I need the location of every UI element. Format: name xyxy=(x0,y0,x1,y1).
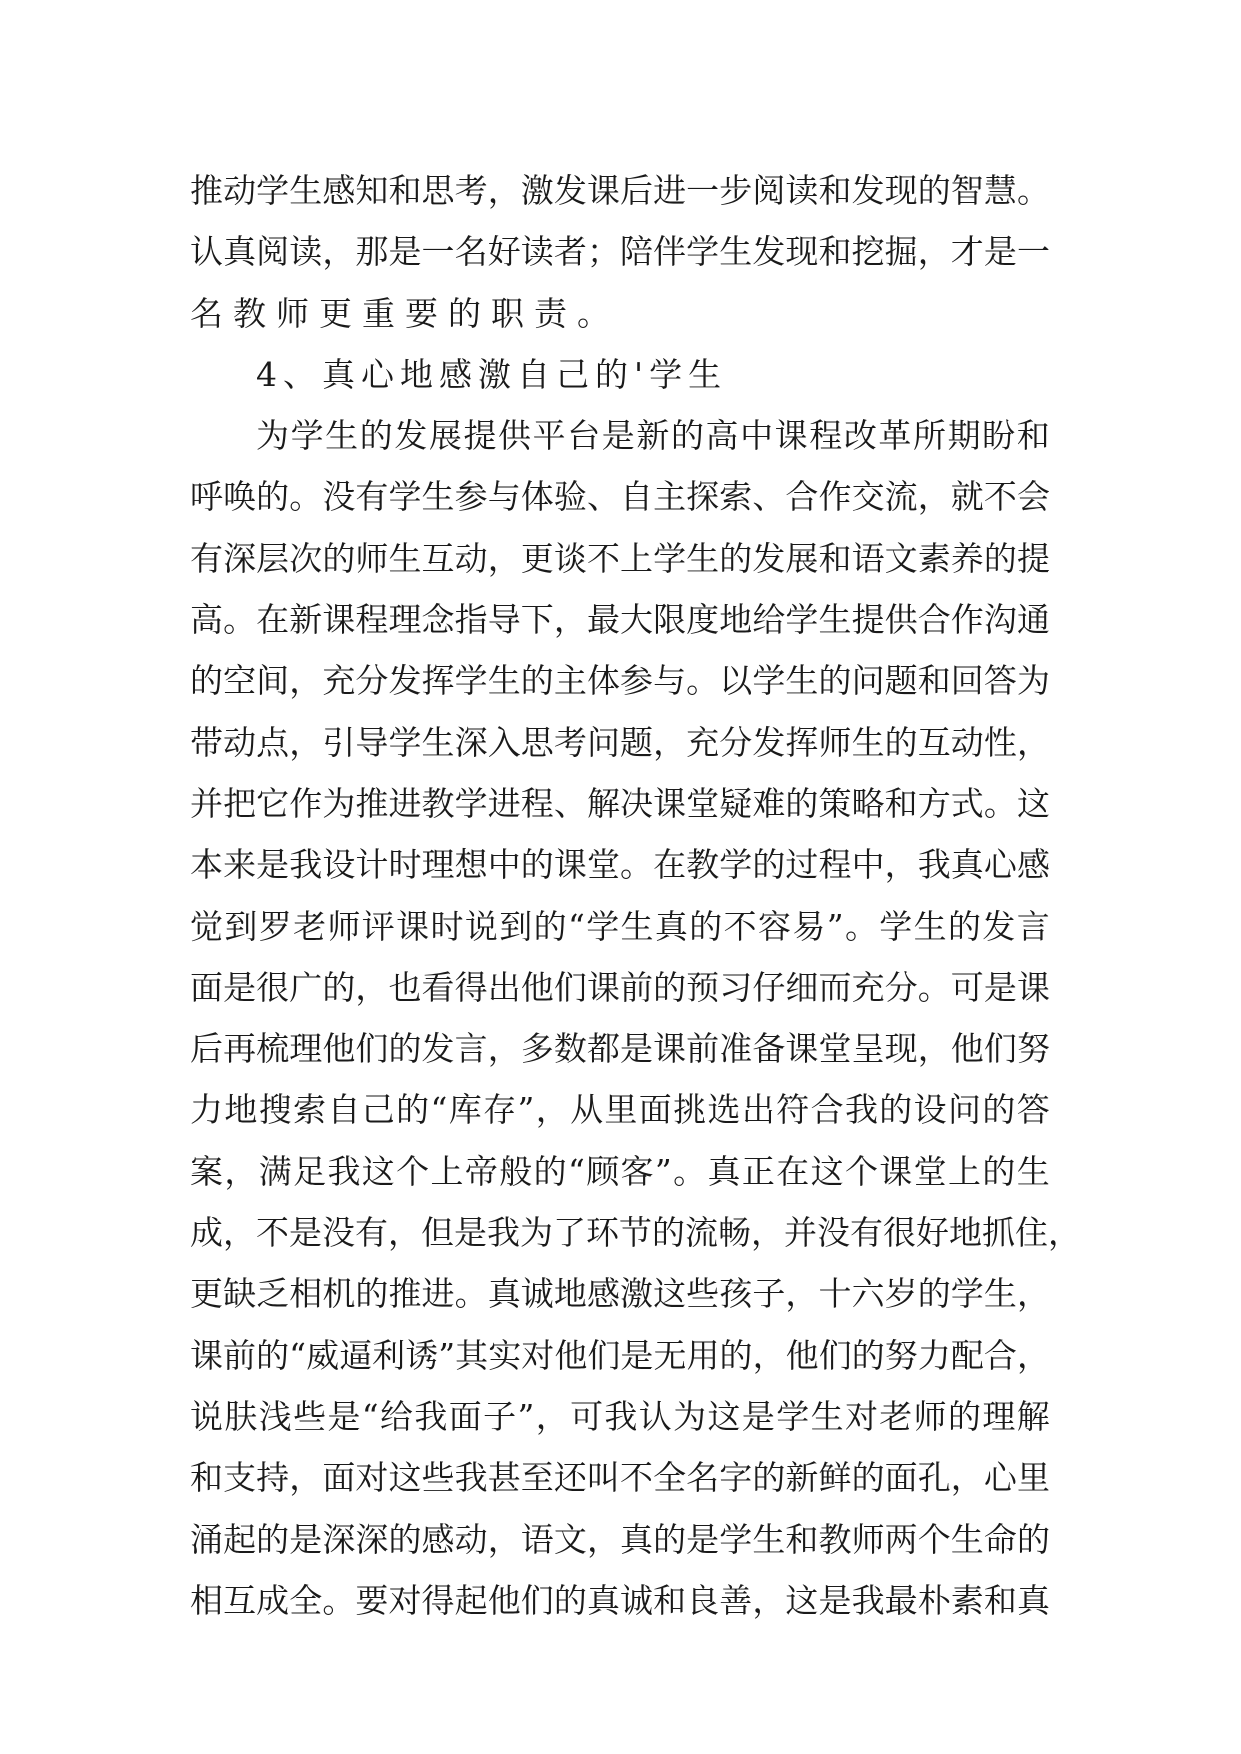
text-line: 带 动 点 ， 引 导 学 生 深 入 思 考 问 题 ， 充 分 发 挥 师 生 的 互 动 性 ， xyxy=(190,722,1050,762)
text-line: 课 前 的 “ 威 逼 利 诱 ” 其 实 对 他 们 是 无 用 的 ， 他 们 的 努 力 配 合 ， xyxy=(190,1335,1050,1375)
text-line: 本 来 是 我 设 计 时 理 想 中 的 课 堂 。 在 教 学 的 过 程 中 ， 我 真 心 感 xyxy=(190,845,1050,885)
text-line: 面 是 很 广 的 ， 也 看 得 出 他 们 课 前 的 预 习 仔 细 而 充 分 。 可 是 课 xyxy=(190,967,1050,1007)
text-line: 更 缺 乏 相 机 的 推 进 。 真 诚 地 感 激 这 些 孩 子 ， 十 六 岁 的 学 生 ， xyxy=(190,1274,1050,1314)
text-line: 高 。 在 新 课 程 理 念 指 导 下 ， 最 大 限 度 地 给 学 生 提 供 合 作 沟 通 xyxy=(190,600,1050,640)
text-line: 名教师更重要的职责。 xyxy=(190,293,620,333)
text-line: 和 支 持 ， 面 对 这 些 我 甚 至 还 叫 不 全 名 字 的 新 鲜 的 面 孔 ， 心 里 xyxy=(190,1458,1050,1498)
section-heading: 4、真心地感激自己的'学生 xyxy=(256,354,728,394)
text-line: 推 动 学 生 感 知 和 思 考 ， 激 发 课 后 进 一 步 阅 读 和 发 现 的 智 慧 。 xyxy=(190,171,1050,210)
text-line: 说 肤 浅 些 是 “ 给 我 面 子 ” ， 可 我 认 为 这 是 学 生 对 老 师 的 理 解 xyxy=(190,1396,1050,1436)
text-line: 觉 到 罗 老 师 评 课 时 说 到 的 “ 学 生 真 的 不 容 易 ” 。 学 生 的 发 言 xyxy=(190,906,1050,946)
text-line: 有 深 层 次 的 师 生 互 动 ， 更 谈 不 上 学 生 的 发 展 和 语 文 素 养 的 提 xyxy=(190,538,1050,578)
text-line: 相 互 成 全 。 要 对 得 起 他 们 的 真 诚 和 良 善 ， 这 是 我 最 朴 素 和 真 xyxy=(190,1580,1050,1620)
text-line: 认 真 阅 读 ， 那 是 一 名 好 读 者 ； 陪 伴 学 生 发 现 和 挖 掘 ， 才 是 一 xyxy=(190,232,1050,272)
text-line: 力 地 搜 索 自 己 的 “ 库 存 ” ， 从 里 面 挑 选 出 符 合 我 的 设 问 的 答 xyxy=(190,1090,1050,1130)
text-line: 呼 唤 的 。 没 有 学 生 参 与 体 验 、 自 主 探 索 、 合 作 交 流 ， 就 不 会 xyxy=(190,477,1050,517)
text-line: 并 把 它 作 为 推 进 教 学 进 程 、 解 决 课 堂 疑 难 的 策 略 和 方 式 。 这 xyxy=(190,783,1050,823)
text-line: 成 ， 不 是 没 有 ， 但 是 我 为 了 环 节 的 流 畅 ， 并 没 有 很 好 地 抓 住 ， xyxy=(190,1213,1081,1253)
text-line: 的 空 间 ， 充 分 发 挥 学 生 的 主 体 参 与 。 以 学 生 的 问 题 和 回 答 为 xyxy=(190,661,1050,701)
text-line: 后 再 梳 理 他 们 的 发 言 ， 多 数 都 是 课 前 准 备 课 堂 呈 现 ， 他 们 努 xyxy=(190,1029,1050,1069)
text-line: 案 ， 满 足 我 这 个 上 帝 般 的 “ 顾 客 ” 。 真 正 在 这 个 课 堂 上 的 生 xyxy=(190,1151,1050,1191)
body-text xyxy=(190,160,1081,1631)
text-line: 涌 起 的 是 深 深 的 感 动 ， 语 文 ， 真 的 是 学 生 和 教 师 两 个 生 命 的 xyxy=(190,1519,1050,1559)
text-line: 为 学 生 的 发 展 提 供 平 台 是 新 的 高 中 课 程 改 革 所 期 盼 和 xyxy=(256,416,1050,456)
